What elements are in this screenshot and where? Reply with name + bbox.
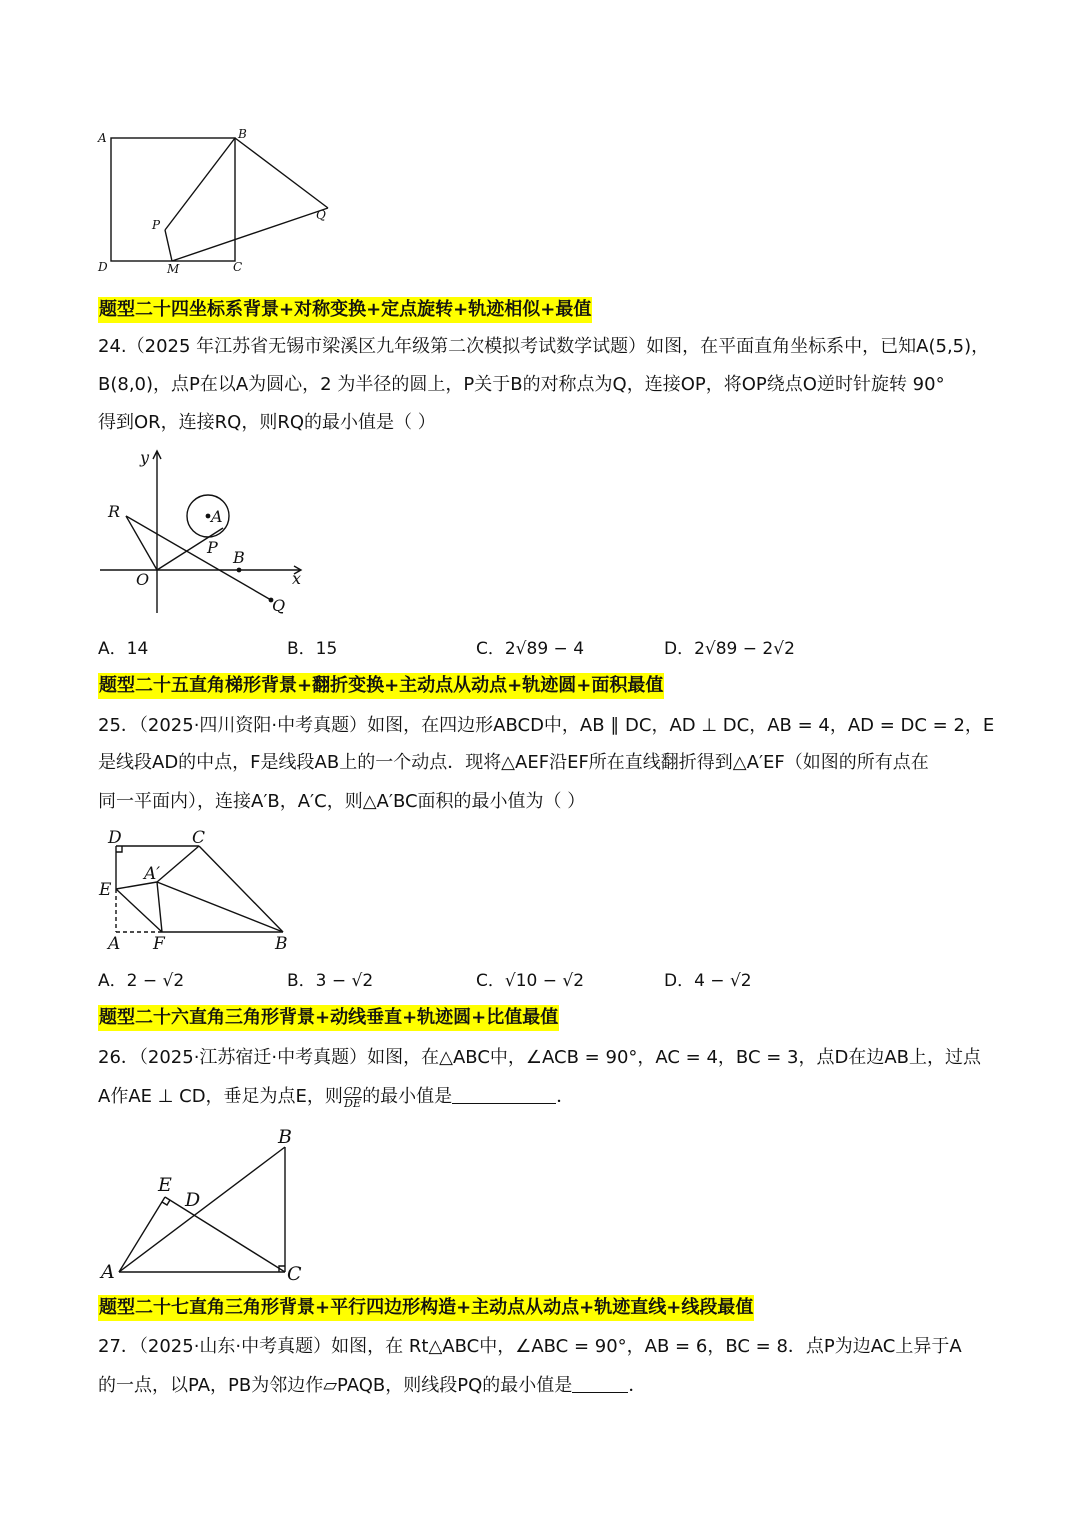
question-26-line-2 [98,1084,574,1110]
ratio-fraction [343,1086,362,1109]
option-a: A．14 [98,639,149,659]
figure-right-triangle [96,1125,311,1290]
label-m: M [167,262,180,276]
label-a: A [98,131,107,145]
label-y: y [140,448,150,467]
question-24-line-3: 得到OR，连接RQ，则RQ的最小值是（ ） [98,412,436,433]
question-25-line-2: 是线段AD的中点，F是线段AB上的一个动点．现将△AEF沿EF所在直线翻折得到△A′EF（如图的所有点在 [98,752,929,773]
question-27-text: ． [628,1375,647,1396]
label-b: B [275,934,288,954]
figure-square-rotation [92,125,342,280]
label-b: B [233,548,245,567]
question-26-line-1: 26．（2025·江苏宿迁·中考真题）如图，在△ABC中，∠ACB = 90°，AC = 4，BC = 3，点D在边AB上，过点 [98,1047,982,1068]
label-o: O [136,570,150,589]
section-title: 题型二十六直角三角形背景+动线垂直+轨迹圆+比值最值 [98,1005,559,1031]
option-b: B．3 − √2 [287,971,374,991]
label-e: E [99,880,112,900]
option-c: C．√10 − √2 [476,971,585,991]
label-a: A [108,934,121,954]
section-title: 题型二十五直角梯形背景+翻折变换+主动点从动点+轨迹圆+面积最值 [98,673,664,699]
figure-coordinate-plane [96,447,311,617]
label-p: P [207,538,218,557]
label-d: D [185,1189,201,1211]
label-d: D [98,260,108,274]
question-26-text: A作AE ⊥ CD，垂足为点E，则 [98,1086,343,1107]
option-a: A．2 − √2 [98,971,185,991]
label-p: P [152,218,161,232]
label-a-prime: A′ [144,864,161,884]
label-r: R [108,502,121,521]
label-b: B [238,127,247,141]
question-24-line-2: B(8,0)，点P在以A为圆心，2 为半径的圆上，P关于B的对称点为Q，连接OP，将OP绕点O逆时针旋转 90° [98,374,945,395]
question-25-line-3: 同一平面内），连接A′B，A′C，则△A′BC面积的最小值为（ ） [98,791,586,812]
label-a: A [211,507,223,526]
option-b: B．15 [287,639,338,659]
question-24-line-1: 24.（2025 年江苏省无锡市梁溪区九年级第二次模拟考试数学试题）如图，在平面直角坐标系中，已知A(5,5)， [98,336,990,357]
option-d: D．2√89 − 2√2 [664,639,795,659]
question-27-line-1: 27．（2025·山东·中考真题）如图，在 Rt△ABC中，∠ABC = 90°，AB = 6，BC = 8．点P为边AC上异于A [98,1336,962,1357]
label-c: C [192,828,206,848]
label-b: B [278,1126,292,1148]
label-q: Q [316,208,326,222]
option-d: D．4 − √2 [664,971,752,991]
label-c: C [287,1263,302,1285]
label-d: D [108,828,122,848]
question-27-line-2 [98,1373,646,1399]
option-c: C．2√89 − 4 [476,639,585,659]
answer-blank[interactable] [452,1085,556,1104]
label-c: C [233,260,243,274]
question-26-text: 的最小值是 [362,1086,453,1107]
label-a: A [101,1261,115,1283]
question-26-text: ． [556,1086,575,1107]
label-e: E [158,1174,172,1196]
label-x: x [292,569,302,588]
figure-trapezoid-fold [96,826,296,954]
label-f: F [153,934,165,954]
label-q: Q [272,596,286,615]
question-27-text: 的一点，以PA，PB为邻边作▱PAQB，则线段PQ的最小值是 [98,1375,573,1396]
section-title: 题型二十七直角三角形背景+平行四边形构造+主动点从动点+轨迹直线+线段最值 [98,1295,754,1321]
section-title: 题型二十四坐标系背景+对称变换+定点旋转+轨迹相似+最值 [98,297,592,323]
fraction-numerator: CD [343,1084,362,1098]
question-25-line-1: 25．（2025·四川资阳·中考真题）如图，在四边形ABCD中，AB ∥ DC，AD ⊥ DC，AB = 4，AD = DC = 2，E [98,715,995,736]
fraction-denominator: DE [344,1096,361,1110]
answer-blank[interactable] [572,1374,628,1393]
